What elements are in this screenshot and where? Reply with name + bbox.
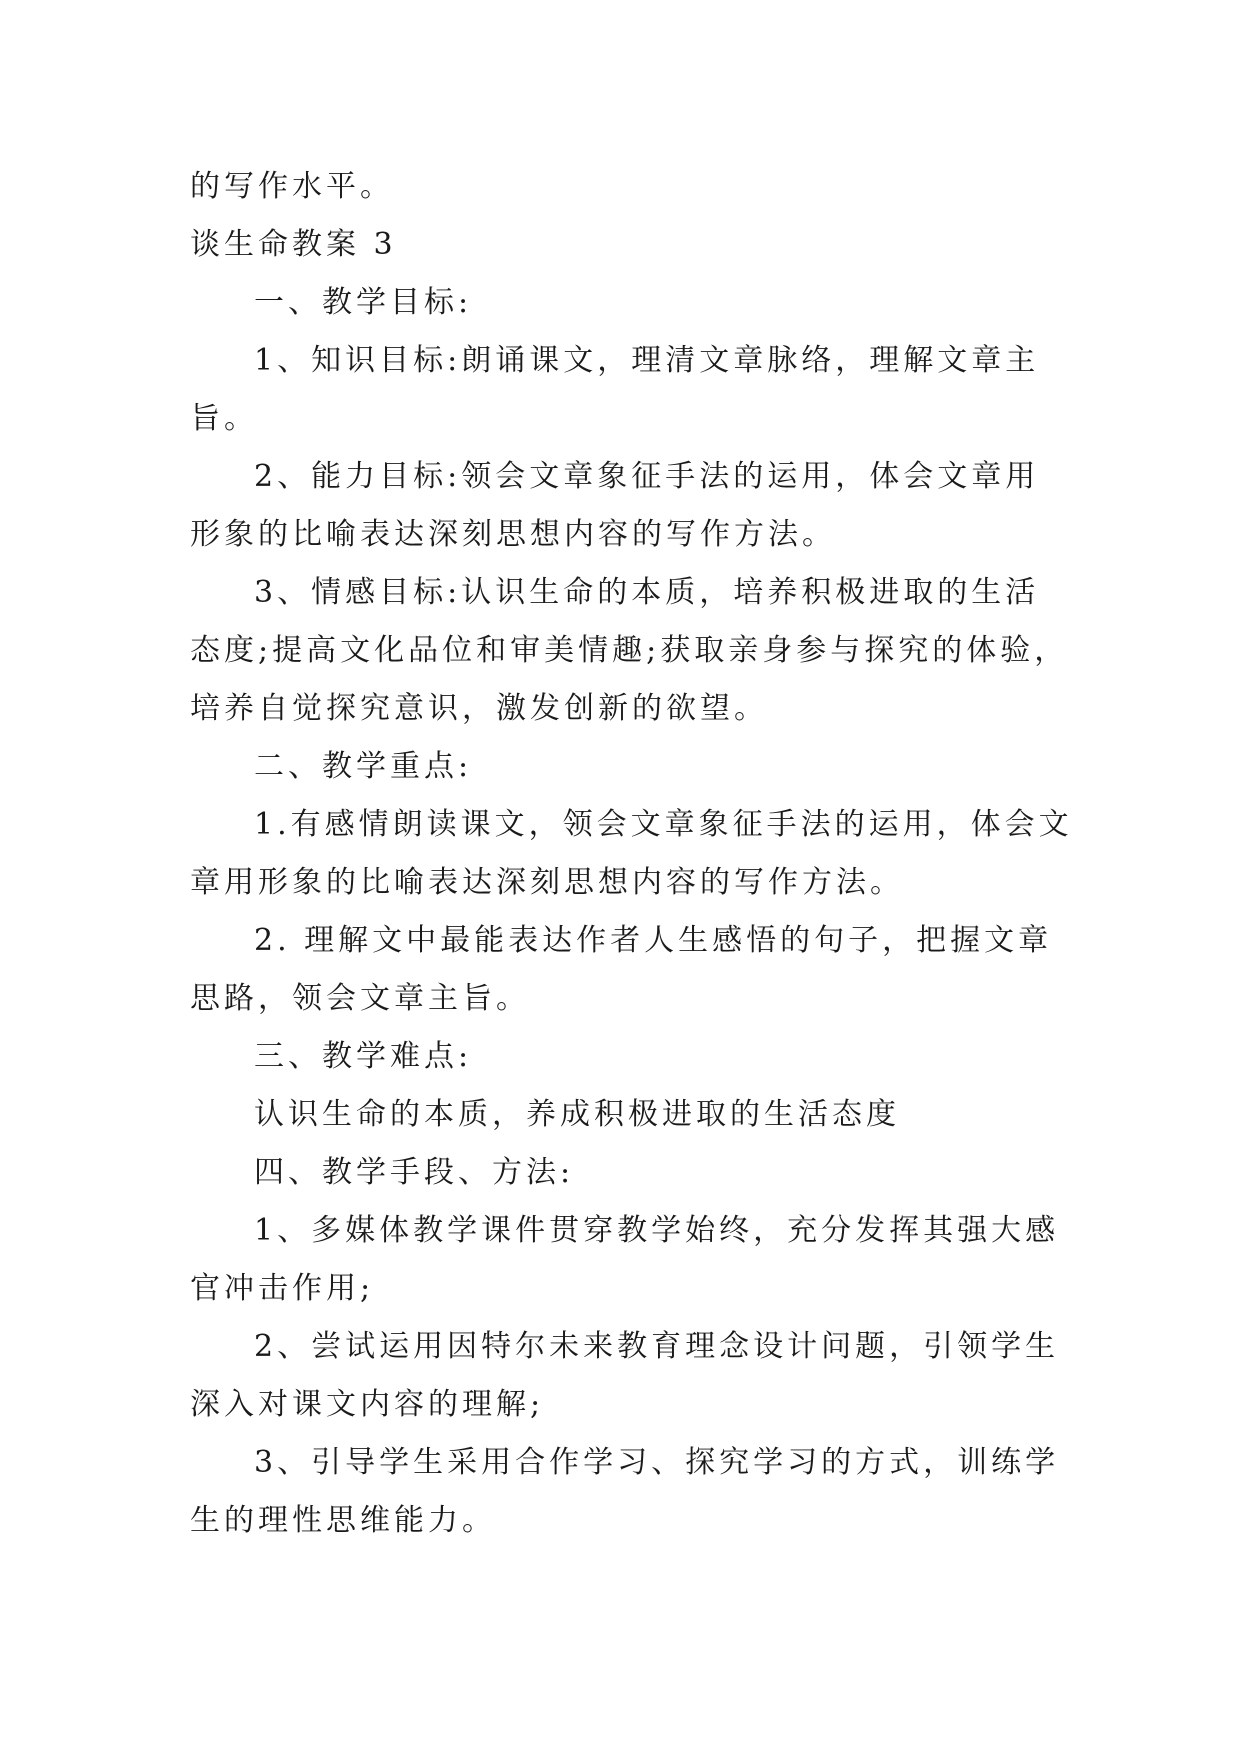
heading-teaching-focus: 二、教学重点: [254,749,473,784]
text-line: 2、尝试运用因特尔未来教育理念设计问题，引领学生 [254,1329,1060,1364]
heading-teaching-difficulty: 三、教学难点: [254,1039,473,1074]
text-line: 形象的比喻表达深刻思想内容的写作方法。 [190,517,836,552]
text-line: 1、多媒体教学课件贯穿教学始终，充分发挥其强大感 [254,1213,1060,1248]
document-page [190,158,1073,1550]
text-line: 态度;提高文化品位和审美情趣;获取亲身参与探究的体验， [190,633,1069,668]
text-line: 1、知识目标:朗诵课文，理清文章脉络，理解文章主 [254,343,1040,378]
text-line: 生的理性思维能力。 [190,1503,496,1538]
text-line: 2. 理解文中最能表达作者人生感悟的句子，把握文章 [254,923,1053,958]
text-line: 3、情感目标:认识生命的本质，培养积极进取的生活 [254,575,1040,610]
text-line: 认识生命的本质，养成积极进取的生活态度 [254,1097,900,1132]
text-line: 官冲击作用; [190,1271,375,1306]
text-line: 深入对课文内容的理解; [190,1387,545,1422]
text-line: 3、引导学生采用合作学习、探究学习的方式，训练学 [254,1445,1060,1480]
text-line: 思路，领会文章主旨。 [190,981,530,1016]
text-line: 的写作水平。 [190,169,394,204]
section-title: 谈生命教案 3 [190,227,397,262]
text-line: 章用形象的比喻表达深刻思想内容的写作方法。 [190,865,904,900]
text-line: 培养自觉探究意识，激发创新的欲望。 [190,691,768,726]
heading-teaching-methods: 四、教学手段、方法: [254,1155,575,1190]
heading-teaching-goals: 一、教学目标: [254,285,473,320]
text-line: 2、能力目标:领会文章象征手法的运用，体会文章用 [254,459,1040,494]
text-line: 1.有感情朗读课文，领会文章象征手法的运用，体会文 [254,807,1073,842]
text-line: 旨。 [190,401,258,436]
